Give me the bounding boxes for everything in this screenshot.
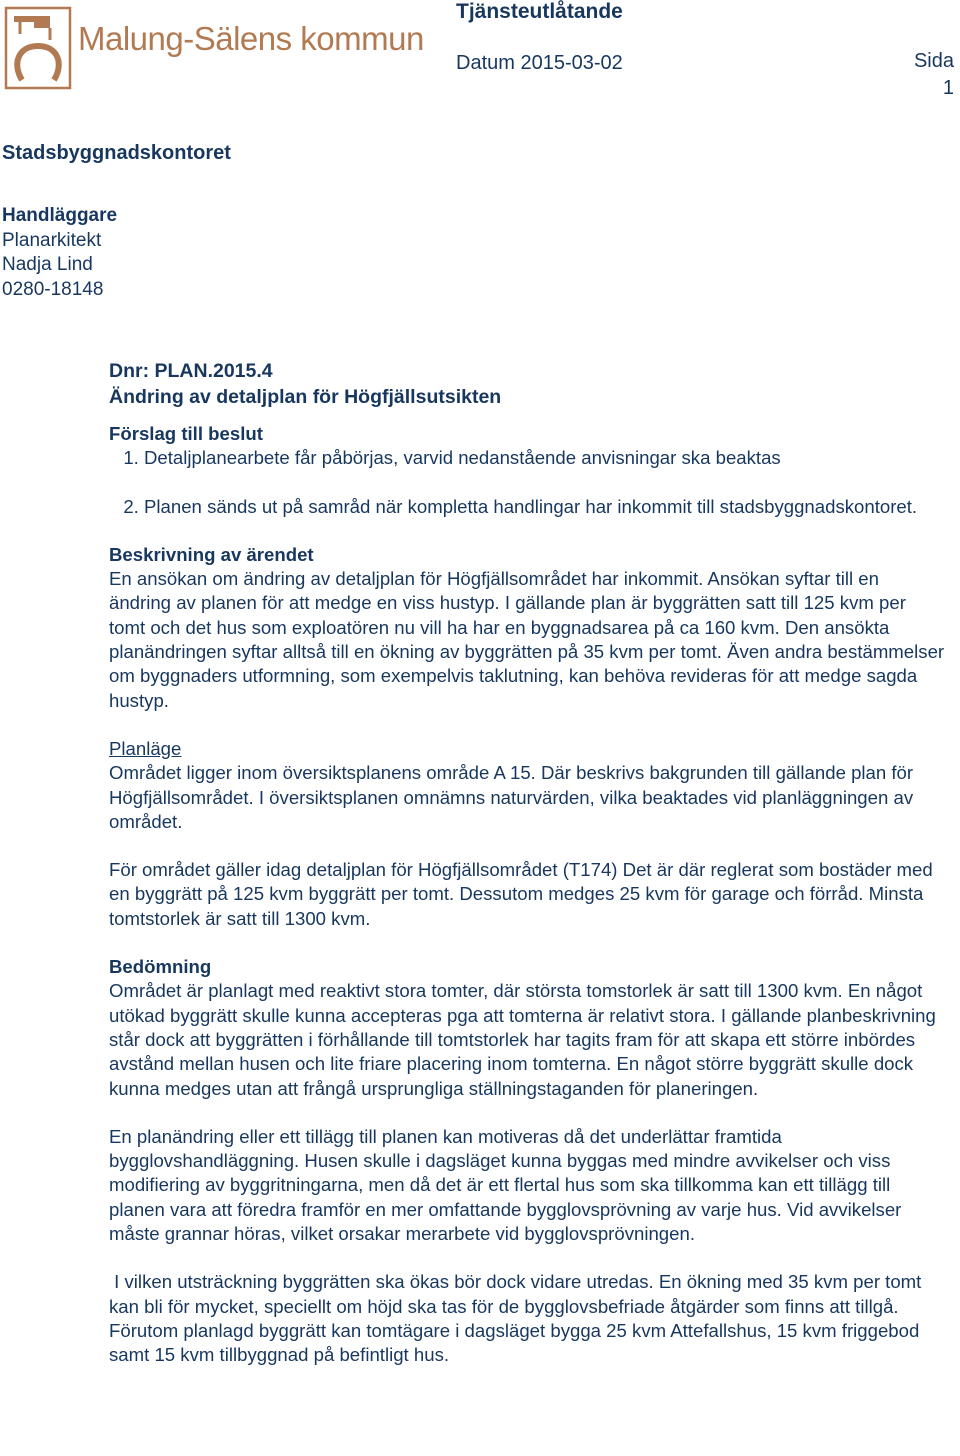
handler-label: Handläggare: [2, 205, 118, 226]
horseshoe-emblem-icon: [4, 6, 76, 92]
document-date: Datum 2015-03-02: [456, 52, 623, 74]
description-text: En ansökan om ändring av detaljplan för Högfjällsområdet har inkommit. Ansökan syftar till en ändring av planen för att medge en viss hustyp. I gällande plan är byggrätten satt till 125 kvm per tomt och det hus som exploatören nu vill ha har en byggnadsarea på ca 160 kvm. Den ansökta planändringen syftar alltså till en ökning av byggrätten på 35 kvm per tomt. Även andra bestämmelser om byggnaders utformning, som exempelvis taklutning, kan behöva revideras för att medge sagda hustyp.: [109, 568, 945, 711]
description-heading: Beskrivning av ärendet: [109, 543, 314, 565]
document-type: Tjänsteutlåtande: [456, 0, 623, 23]
planlage-heading: Planläge: [109, 737, 182, 759]
handler-phone: 0280-18148: [2, 278, 104, 300]
svg-text:Malung-Sälens kommun: Malung-Sälens kommun: [78, 20, 424, 57]
proposal-heading: Förslag till beslut: [109, 423, 263, 444]
handler-title: Planarkitekt: [2, 229, 102, 251]
office-name: Stadsbyggnadskontoret: [2, 142, 231, 164]
page-indicator: [914, 48, 954, 102]
logo-text: [78, 16, 428, 68]
handler-block: [2, 204, 117, 302]
case-title: Ändring av detaljplan för Högfjällsutsikten: [109, 386, 502, 408]
handler-name: Nadja Lind: [2, 254, 93, 275]
logo-wordmark: [78, 16, 428, 60]
planlage-text-2: För området gäller idag detaljplan för Högfjällsområdet (T174) Det är där reglerat som bostäder med en byggrätt på 125 kvm byggrätt per tomt. Dessutom medges 25 kvm för garage och förråd. Minsta tomtstorlek är satt till 1300 kvm.: [109, 859, 933, 929]
assessment-paragraph-2: En planändring eller ett tillägg till planen kan motiveras då det underlättar framtida bygglovshandläggning. Husen skulle i dagsläget kunna byggas med mindre avvikelser och viss modifiering av byggritningarna, men då det är ett flertal hus som ska tillkomma kan ett tillägg till planen vara att föredra framför en mer omfattande bygglovsprövning av varje hus. Vid avvikelser måste grannar höras, vilket orsakar merarbete vid bygglovsprövningen.: [109, 1125, 902, 1245]
document-body: [109, 358, 945, 1368]
assessment-heading: Bedömning: [109, 956, 212, 978]
planlage-text: Området ligger inom översiktsplanens område A 15. Där beskrivs bakgrunden till gällande plan för Högfjällsområdet. I översiktsplanen omnämns naturvärden, vilka beaktades vid planläggningen av området.: [109, 762, 914, 832]
assessment-paragraph-3: I vilken utsträckning byggrätten ska ökas bör dock vidare utredas. En ökning med 35 kvm per tomt kan bli för mycket, speciellt om höjd ska tas för de bygglovsbefriade åtgärder som finns att tillgå. Förutom planlagd byggrätt kan tomtägare i dagsläget bygga 25 kvm Attefallshus, 15 kvm friggebod samt 15 kvm tillbyggnad på befintligt hus.: [109, 1271, 927, 1366]
case-number: Dnr: PLAN.2015.4: [109, 360, 273, 382]
proposal-item: 2. Planen sänds ut på samråd när kompletta handlingar har inkommit till stadsbyggnadskontoret.: [144, 495, 945, 519]
page-label: Sida: [913, 50, 954, 72]
page-number: 1: [942, 77, 954, 99]
assessment-paragraph-1: Området är planlagt med reaktivt stora tomter, där största tomstorlek är satt till 1300 kvm. En något utökad byggrätt skulle kunna accepteras pga att tomterna är relativt stora. I gällande planbeskrivning står dock att byggrätten i förhållande till tomtstorlek har tagits fram för att skapa ett större inbördes avstånd mellan husen och lite friare placering inom tomterna. En något större byggrätt skulle dock kunna medges utan att frångå ursprungliga ställningstaganden för planeringen.: [109, 980, 936, 1099]
proposal-item: 1. Detaljplanearbete får påbörjas, varvid nedanstående anvisningar ska beaktas: [144, 446, 945, 470]
proposal-list: [109, 446, 945, 519]
